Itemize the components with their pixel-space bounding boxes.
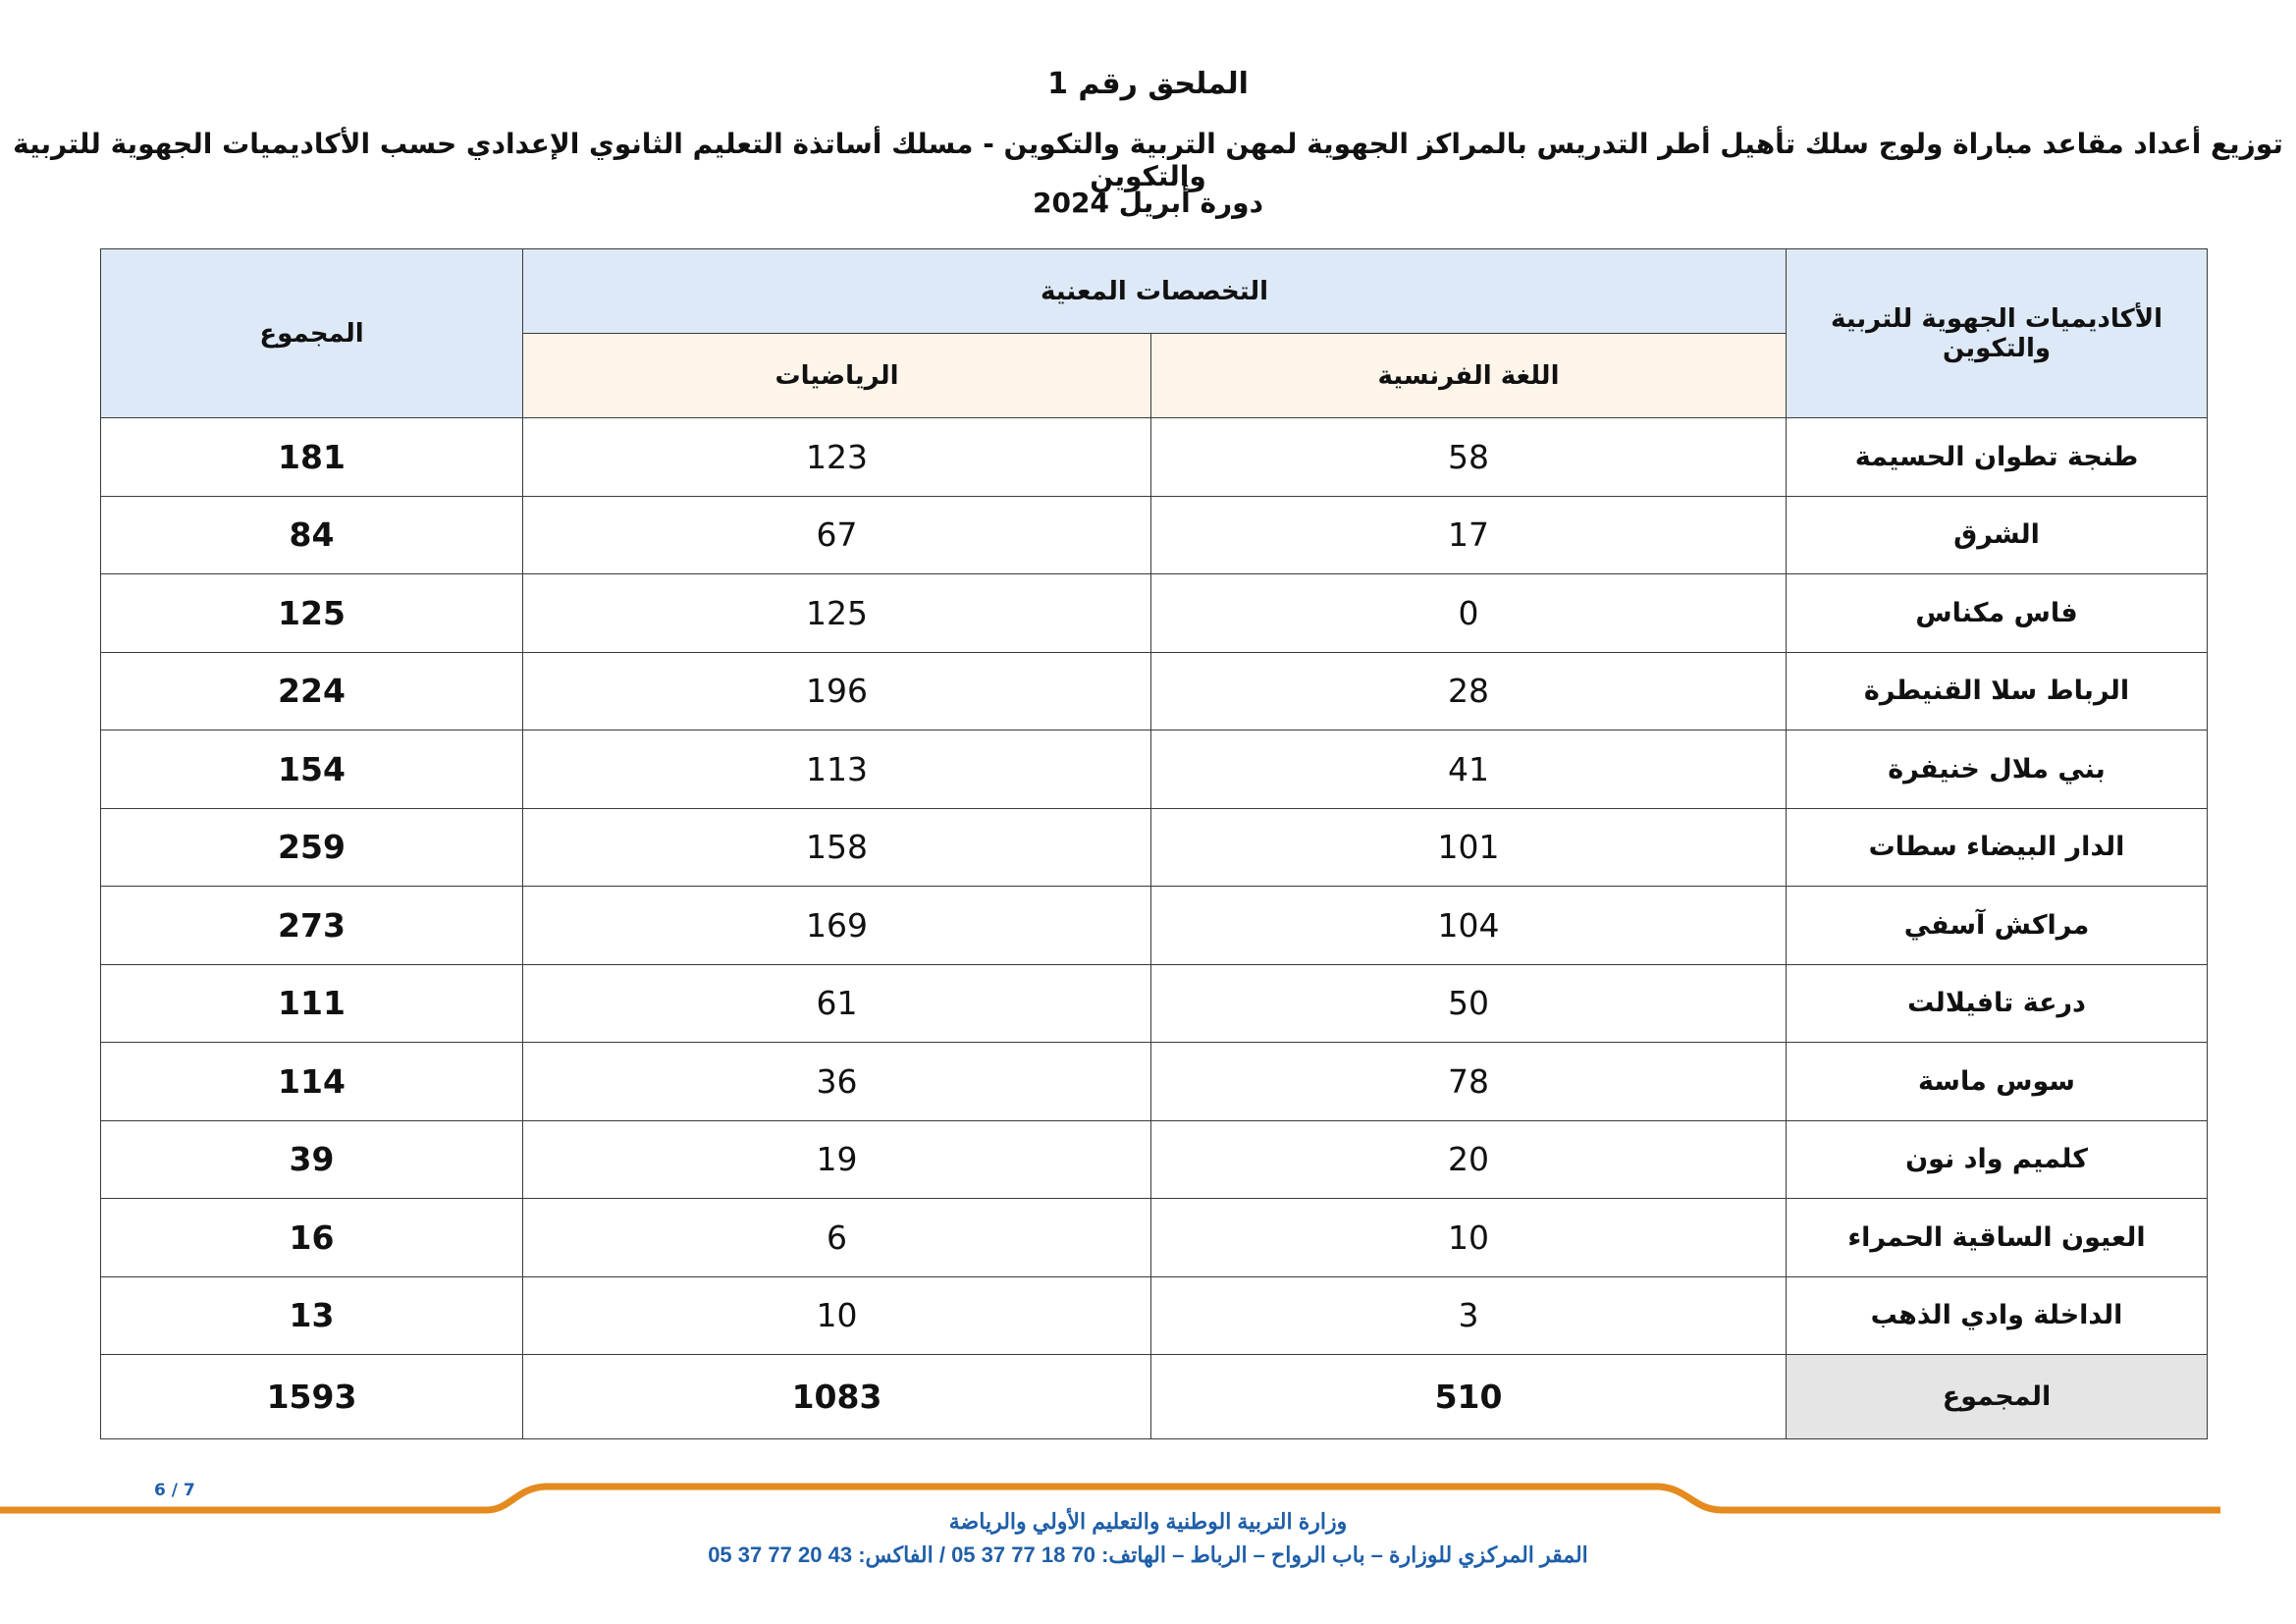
table-row	[101, 574, 2208, 653]
cell-math: 196	[523, 652, 1151, 731]
cell-total: 84	[101, 496, 523, 574]
cell-french: 20	[1151, 1120, 1787, 1199]
sum-total: 1593	[101, 1355, 523, 1439]
table-row	[101, 887, 2208, 965]
cell-total: 13	[101, 1276, 523, 1355]
session-label: دورة أبريل 2024	[1033, 187, 1263, 219]
sum-label: المجموع	[1787, 1355, 2208, 1439]
header-french: اللغة الفرنسية	[1151, 334, 1787, 418]
seats-table	[100, 248, 2208, 1439]
cell-academy: درعة تافيلالت	[1787, 964, 2208, 1043]
cell-french: 28	[1151, 652, 1787, 731]
sum-french: 510	[1151, 1355, 1787, 1439]
cell-math: 36	[523, 1043, 1151, 1121]
footer-ministry: وزارة التربية الوطنية والتعليم الأولي والرياضة	[948, 1509, 1348, 1534]
header-academy: الأكاديميات الجهوية للتربية والتكوين	[1787, 249, 2208, 418]
cell-math: 6	[523, 1199, 1151, 1277]
cell-math: 158	[523, 808, 1151, 887]
cell-academy: العيون الساقية الحمراء	[1787, 1199, 2208, 1277]
cell-total: 16	[101, 1199, 523, 1277]
cell-math: 67	[523, 496, 1151, 574]
table-row	[101, 808, 2208, 887]
cell-math: 125	[523, 574, 1151, 653]
cell-academy: الشرق	[1787, 496, 2208, 574]
cell-academy: الرباط سلا القنيطرة	[1787, 652, 2208, 731]
cell-math: 113	[523, 731, 1151, 809]
cell-math: 10	[523, 1276, 1151, 1355]
cell-french: 3	[1151, 1276, 1787, 1355]
cell-total: 224	[101, 652, 523, 731]
table-row	[101, 731, 2208, 809]
cell-total: 111	[101, 964, 523, 1043]
table-row	[101, 1120, 2208, 1199]
cell-french: 104	[1151, 887, 1787, 965]
footer-accent-line	[0, 1487, 2220, 1510]
cell-total: 114	[101, 1043, 523, 1121]
footer-address: المقر المركزي للوزارة – باب الرواح – الرباط – الهاتف: 70 18 77 37 05 / الفاكس: 43 20 77 37 05	[708, 1543, 1588, 1567]
cell-academy: كلميم واد نون	[1787, 1120, 2208, 1199]
table-row	[101, 1043, 2208, 1121]
cell-academy: طنجة تطوان الحسيمة	[1787, 418, 2208, 497]
cell-academy: مراكش آسفي	[1787, 887, 2208, 965]
cell-french: 17	[1151, 496, 1787, 574]
cell-total: 259	[101, 808, 523, 887]
page-number: 6 / 7	[154, 1481, 195, 1500]
cell-french: 58	[1151, 418, 1787, 497]
cell-academy: سوس ماسة	[1787, 1043, 2208, 1121]
cell-total: 273	[101, 887, 523, 965]
page-subtitle: توزيع أعداد مقاعد مباراة ولوج سلك تأهيل أطر التدريس بالمراكز الجهوية لمهن التربية والتكوين - مسلك أساتذة التعليم الثانوي الإعدادي حسب الأكاديميات الجهوية للتربية والتكوين	[13, 128, 2283, 192]
cell-french: 41	[1151, 731, 1787, 809]
table-row	[101, 496, 2208, 574]
cell-total: 154	[101, 731, 523, 809]
sum-math: 1083	[523, 1355, 1151, 1439]
sum-row	[101, 1355, 2208, 1439]
table-row	[101, 418, 2208, 497]
table-row	[101, 652, 2208, 731]
cell-math: 123	[523, 418, 1151, 497]
cell-french: 50	[1151, 964, 1787, 1043]
cell-french: 0	[1151, 574, 1787, 653]
cell-french: 101	[1151, 808, 1787, 887]
cell-total: 125	[101, 574, 523, 653]
cell-total: 181	[101, 418, 523, 497]
header-math: الرياضيات	[523, 334, 1151, 418]
cell-french: 10	[1151, 1199, 1787, 1277]
cell-total: 39	[101, 1120, 523, 1199]
table-row	[101, 1199, 2208, 1277]
cell-french: 78	[1151, 1043, 1787, 1121]
cell-math: 169	[523, 887, 1151, 965]
table-row	[101, 1276, 2208, 1355]
cell-math: 19	[523, 1120, 1151, 1199]
cell-academy: الدار البيضاء سطات	[1787, 808, 2208, 887]
page-title: الملحق رقم 1	[1047, 67, 1249, 101]
header-specialties: التخصصات المعنية	[523, 249, 1787, 334]
cell-academy: فاس مكناس	[1787, 574, 2208, 653]
cell-math: 61	[523, 964, 1151, 1043]
table-row	[101, 964, 2208, 1043]
header-total: المجموع	[101, 249, 523, 418]
cell-academy: بني ملال خنيفرة	[1787, 731, 2208, 809]
cell-academy: الداخلة وادي الذهب	[1787, 1276, 2208, 1355]
